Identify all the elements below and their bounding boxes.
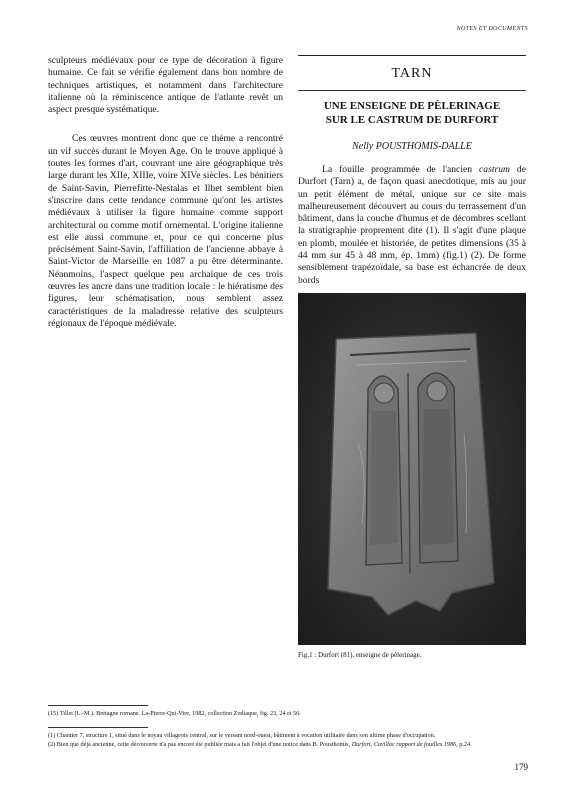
body-text-start: La fouille programmée de l'ancien bbox=[322, 164, 480, 175]
footnote-2 bbox=[48, 741, 526, 749]
article-author: Nelly POUSTHOMIS-DALLE bbox=[352, 141, 472, 152]
footnote-2-start: (2) Bien que déjà ancienne, cette découverte n'a pas encore été publiée mais a fait l'objet d'une notice dans B. Pousthomis, bbox=[48, 741, 352, 748]
body-text-italic: castrum bbox=[479, 164, 510, 175]
left-paragraph-2: Ces œuvres montrent donc que ce thème a rencontré un vif succès durant le Moyen Age. On le trouve appliqué à toutes les formes d'art, couvrant une aire géographique très large durant les XIIe, XIIIe, voire XIVe siècles. Les bénitiers de Saint-Savin, Pierrefitte-Nestalas et Ilhet semblent bien s'inscrire dans cette tendance commune qu'ont les artistes médiévaux à utiliser la figure humaine comme support architectural ou comme motif ornemental. L'origine italienne est elle aussi commune et, pour ce qui concerne plus précisément Saint-Savin, l'affiliation de l'ancienne abbaye à Saint-Victor de Marseille en 1087 a pu être déterminante. Néanmoins, l'aspect quelque peu archaïque de ces trois œuvres les ancre dans une tradition locale : le hiératisme des figures, leur schématisation, nous semblent assez caractéristiques de la maladresse relative des sculpteurs régionaux de l'époque médiévale. bbox=[48, 133, 283, 329]
figure bbox=[298, 293, 526, 648]
left-column bbox=[48, 55, 283, 330]
body-text-rest: de Durfort (Tarn) a, de façon quasi anecdotique, mis au jour un petit élément de métal, unique sur ce site mais malheureusement découvert au cours du terrassement d'un bâtiment, dans la couche d'humus et de décombres scellant la stratigraphie proprement dite (1). Il s'agit d'une plaque en plomb, moulée et historiée, de petites dimensions (35 à 44 mm sur 45 à 48 mm, ép. 1mm) (fig.1) (2). De forme sensiblement trapézoïdale, sa base est échancrée de deux bords bbox=[298, 164, 526, 286]
article-title-line-1: UNE ENSEIGNE DE PÈLERINAGE bbox=[323, 100, 501, 112]
footnote-1: (1) Chantier 7, structure 1, situé dans le noyau villageois central, sur le versant nord-ouest, bâtiment à vocation utilitaire dans son ultime phase d'occupation. bbox=[48, 732, 436, 739]
left-paragraph-1: sculpteurs médiévaux pour ce type de décoration à figure humaine. Ce fait se vérifie également dans bon nombre de techniques artistiques, et notamment dans l'architecture italienne où la réminiscence antique de l'atlante revêt un aspect presque systématique. bbox=[48, 55, 283, 116]
footnote-2-end: , p.24. bbox=[456, 741, 472, 748]
section-rule-bottom bbox=[298, 90, 526, 91]
section-title: TARN bbox=[391, 66, 433, 81]
running-header: NOTES ET DOCUMENTS bbox=[456, 26, 528, 32]
footnote-rule-1 bbox=[48, 705, 148, 706]
footnote-2-italic: Durfort, Cavillac rapport de fouilles 1986 bbox=[351, 741, 457, 748]
footnote-rule-2 bbox=[48, 727, 148, 728]
right-body-paragraph bbox=[298, 164, 526, 287]
article-title bbox=[298, 99, 526, 127]
pilgrim-badge-photo bbox=[298, 293, 526, 645]
page-number: 179 bbox=[514, 762, 528, 772]
section-rule-top bbox=[298, 55, 526, 56]
figure-caption: Fig.1 : Durfort (81), enseigne de pèlerinage. bbox=[298, 651, 422, 659]
article-title-line-2: SUR LE CASTRUM DE DURFORT bbox=[325, 114, 499, 126]
footnote-15: (15) Tillet (L.-M.). Bretagne romane. La-Pierre-Qui-Vire, 1982, collection Zodiaque, fig. 23, 24 et 56. bbox=[48, 710, 301, 717]
right-column bbox=[298, 55, 526, 287]
